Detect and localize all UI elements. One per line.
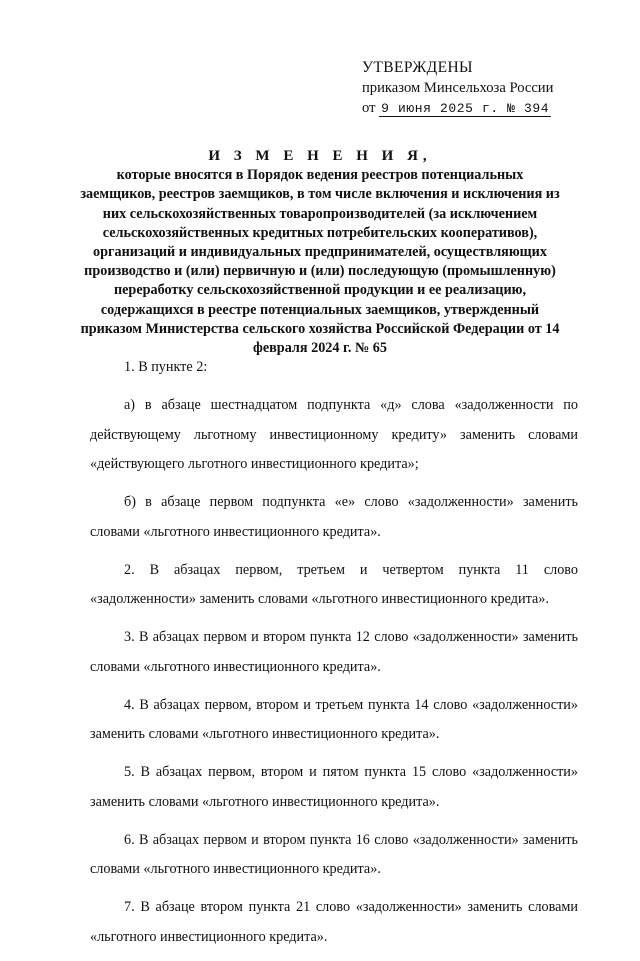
paragraph-5: 5. В абзацах первом, втором и пятом пункта 15 слово «задолженности» заменить словами «льготного инвестиционного кредита». — [90, 764, 578, 810]
paragraph-6: 6. В абзацах первом и втором пункта 16 слово «задолженности» заменить словами «льготного инвестиционного кредита». — [90, 831, 578, 877]
paragraph-1b: б) в абзаце первом подпункта «е» слово «задолженности» заменить словами «льготного инвестиционного кредита». — [90, 494, 578, 540]
title-subtitle: которые вносятся в Порядок ведения реестров потенциальных заемщиков, реестров заемщиков, в том числе включения и исключения из них сельскохозяйственных товаропроизводителей (за исключением сельскохозяйственных кредитных потребительских кооперативов), организаций и индивидуальных предпринимателей, осуществляющих производство и (или) первичную и (или) последующую (промышленную) переработку сельскохозяйственной продукции и ее реализацию, содержащихся в реестре потенциальных заемщиков, утвержденный приказом Министерства сельского хозяйства Российской Федерации от 14 февраля 2024 г. № 65 — [80, 167, 560, 357]
approval-date-prefix: от — [362, 100, 376, 116]
approval-date-value: 9 июня 2025 г. № 394 — [381, 101, 550, 116]
approval-dateline — [362, 98, 553, 119]
paragraph-1a: а) в абзаце шестнадцатом подпункта «д» слова «задолженности по действующему льготному инвестиционному кредиту» заменить словами «действующего льготного инвестиционного кредита»; — [90, 397, 578, 472]
document-title — [80, 147, 560, 358]
document-body — [90, 353, 578, 961]
paragraph-4: 4. В абзацах первом, втором и третьем пункта 14 слово «задолженности» заменить словами «льготного инвестиционного кредита». — [90, 696, 578, 742]
title-heading: И З М Е Н Е Н И Я, — [208, 148, 432, 164]
paragraph-3: 3. В абзацах первом и втором пункта 12 слово «задолженности» заменить словами «льготного инвестиционного кредита». — [90, 629, 578, 675]
paragraph-2: 2. В абзацах первом, третьем и четвертом пункта 11 слово «задолженности» заменить словами «льготного инвестиционного кредита». — [90, 561, 578, 607]
approval-order: приказом Минсельхоза России — [362, 80, 554, 96]
approval-block — [362, 58, 553, 119]
paragraph-7: 7. В абзаце втором пункта 21 слово «задолженности» заменить словами «льготного инвестиционного кредита». — [90, 899, 578, 945]
approval-stamp: УТВЕРЖДЕНЫ — [362, 59, 473, 76]
paragraph-1: 1. В пункте 2: — [124, 359, 208, 375]
